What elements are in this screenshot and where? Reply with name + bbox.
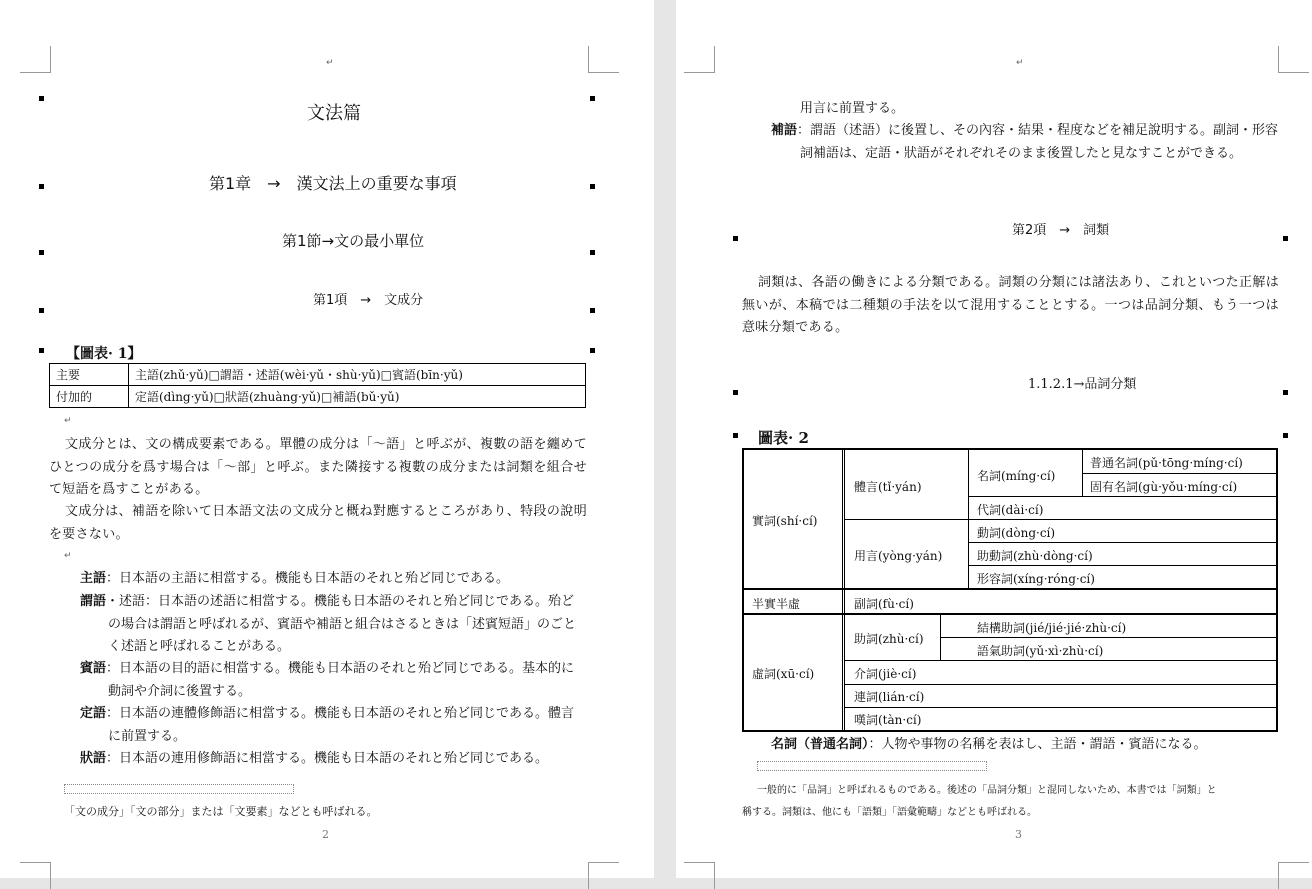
table-cell-label: 主要 [50,364,129,386]
section-heading: 第1節→文の最小單位 [282,232,425,250]
class-tanshi: 嘆詞(tàn·cí) [854,713,922,727]
item-heading: 第2項 → 詞類 [1012,223,1110,238]
term-name: 定語 [80,706,107,721]
table-rule [842,450,845,730]
term-name: 狀語 [80,751,107,766]
table-row [50,386,586,408]
table-rule [1082,473,1276,474]
keep-with-next-marker [733,236,738,241]
crop-mark [20,46,51,73]
crop-mark [1278,862,1309,889]
footnote-text: 「文の成分」「文の部分」または「文要素」などとも呼ばれる。 [64,805,378,818]
keep-with-next-marker [39,348,44,353]
term-description: ：日本語の連用修飾語に相當する。機能も日本語のそれと殆ど同じである。 [106,751,549,766]
subsection-heading: 1.1.2.1→品詞分類 [1028,377,1137,392]
keep-with-next-marker [590,184,595,189]
class-meishi: 名詞(míng·cí) [977,469,1056,483]
class-joshi: 助詞(zhù·cí) [854,632,924,646]
continued-text: 用言に前置する。 [800,101,905,116]
class-jitsushi: 實詞(shí·cí) [752,514,818,528]
term-description: ：謂語（述語）に後置し、その內容・結果・程度などを補足說明する。副詞・形容詞補語は、定語・狀語がそれぞれそのまま後置したと見なすことができる。 [797,123,1279,161]
term-definition [80,703,586,748]
term-definition [771,734,1207,757]
keep-with-next-marker [1283,236,1288,241]
term-description: ・述語：日本語の述語に相當する。機能も日本語のそれと殆ど同じである。殆どの場合は謂語と呼ばれるが、賓語や補語と組合はさるときは「述賓短語」のごとく述語と呼ばれることがある。 [106,594,577,654]
class-daishi: 代詞(dài·cí) [977,503,1044,517]
keep-with-next-marker [39,184,44,189]
class-kyoshi: 虛詞(xū·cí) [752,667,815,681]
page-number: 2 [322,828,329,841]
table-rule [940,637,1276,638]
footnote-text: 稱する。詞類は、他にも「語類」「語彙範疇」などとも呼ばれる。 [742,807,1037,818]
chapter-heading: 第1章 → 漢文法上の重要な事項 [209,174,457,193]
keep-with-next-marker [590,250,595,255]
term-name: 補語 [771,123,798,138]
paragraph-mark: ↵ [64,416,72,426]
table-rule [968,565,1276,566]
class-doshi: 動詞(dòng·cí) [977,526,1056,540]
class-koyu-meishi: 固有名詞(gù·yǒu·míng·cí) [1090,480,1238,494]
footnote-text: 一般的に「品詞」と呼ばれるものである。後述の「品詞分類」と混同しないため、本書では「詞類」と [757,785,1217,796]
class-kaishi: 介詞(jiè·cí) [854,667,917,681]
crop-mark [1278,46,1309,73]
table-cell-label: 付加的 [50,386,129,408]
table-cell-content: 定語(dìng·yǔ)□狀語(zhuàng·yǔ)□補語(bǔ·yǔ) [129,386,586,408]
item-heading: 第1項 → 文成分 [313,293,424,308]
keep-with-next-marker [1283,433,1288,438]
class-goki-joshi: 語氣助詞(yǔ·xì·zhù·cí) [977,644,1104,658]
term-name: 名詞 [771,737,798,752]
term-definition [771,120,1279,165]
class-taigen: 體言(tǐ·yán) [854,480,922,494]
class-hanjitsu-hankyo: 半實半虛 [752,597,801,611]
sentence-components-table [49,363,586,408]
table-rule [744,588,1276,590]
term-definition [80,658,586,703]
term-name: 謂語 [80,594,107,609]
body-paragraph: 文成分とは、文の構成要素である。單體の成分は「〜語」と呼ぶが、複數の語を纏めてひとつの成分を爲す場合は「〜部」と呼ぶ。また隣接する複數の成分または詞類を組合せて短語を爲すことがある。 [49,437,587,497]
term-definition [80,591,586,659]
table-cell-content: 主語(zhǔ·yǔ)□謂語・述語(wèi·yǔ・shù·yǔ)□賓語(bīn·yǔ) [129,364,586,386]
keep-with-next-marker [39,96,44,101]
keep-with-next-marker [733,390,738,395]
term-subname: （普通名詞） [797,737,869,752]
class-jodoshi: 助動詞(zhù·dòng·cí) [977,549,1093,563]
term-definition [80,748,586,771]
table-rule [844,519,1276,520]
page-number: 3 [1015,828,1022,841]
table-rule [744,613,1276,615]
table1-caption: 【圖表· 1】 [66,346,142,362]
body-paragraph: 詞類は、各語の働きによる分類である。詞類の分類には諸法あり、これといつた正解は無いが、本稿では二種類の手法を以て混用することとする。一つは品詞分類、もう一つは意味分類である。 [742,275,1279,335]
table2-caption: 圖表· 2 [758,429,809,447]
keep-with-next-marker [1283,390,1288,395]
term-description: ：日本語の連體修飾語に相當する。機能も日本語のそれと殆ど同じである。體言に前置する。 [106,706,575,744]
table-rule [844,660,1276,661]
term-name: 主語 [80,571,107,586]
table-rule [968,496,1276,497]
keep-with-next-marker [590,348,595,353]
keep-with-next-marker [39,250,44,255]
paragraph-mark: ↵ [1016,58,1024,68]
crop-mark [588,862,619,889]
keep-with-next-marker [590,308,595,313]
keep-with-next-marker [733,433,738,438]
class-fukushi: 副詞(fù·cí) [854,597,914,611]
paragraph-mark: ↵ [64,551,72,561]
doc-title: 文法篇 [307,103,361,124]
word-class-table [742,448,1278,732]
crop-mark [588,46,619,73]
footnote-separator [757,761,987,771]
class-keiyoshi: 形容詞(xíng·róng·cí) [977,572,1095,586]
table-rule [844,684,1276,685]
crop-mark [684,862,715,889]
paragraph-mark: ↵ [326,58,334,68]
body-paragraph: 文成分は、補語を除いて日本語文法の文成分と概ね對應するところがあり、特段の說明を要さない。 [49,504,587,542]
term-description: ：日本語の主語に相當する。機能も日本語のそれと殆ど同じである。 [106,571,510,586]
term-description: ：日本語の目的語に相當する。機能も日本語のそれと殆ど同じである。基本的に動詞や介詞に後置する。 [106,661,575,699]
class-renshi: 連詞(lián·cí) [854,690,925,704]
footnote-separator [64,784,294,794]
term-description: ：人物や事物の名稱を表はし、主語・謂語・賓語になる。 [868,737,1207,752]
term-name: 賓語 [80,661,107,676]
class-yogen: 用言(yòng·yán) [854,549,943,563]
table-rule [968,542,1276,543]
class-futsu-meishi: 普通名詞(pǔ·tōng·míng·cí) [1090,456,1243,470]
table-row [50,364,586,386]
document-page-2 [0,0,654,878]
keep-with-next-marker [39,308,44,313]
crop-mark [684,46,715,73]
class-kekko-joshi: 結構助詞(jié/jié·jié·zhù·cí) [977,621,1127,635]
table-rule [844,707,1276,708]
crop-mark [20,862,51,889]
keep-with-next-marker [590,96,595,101]
term-definition [80,568,586,591]
